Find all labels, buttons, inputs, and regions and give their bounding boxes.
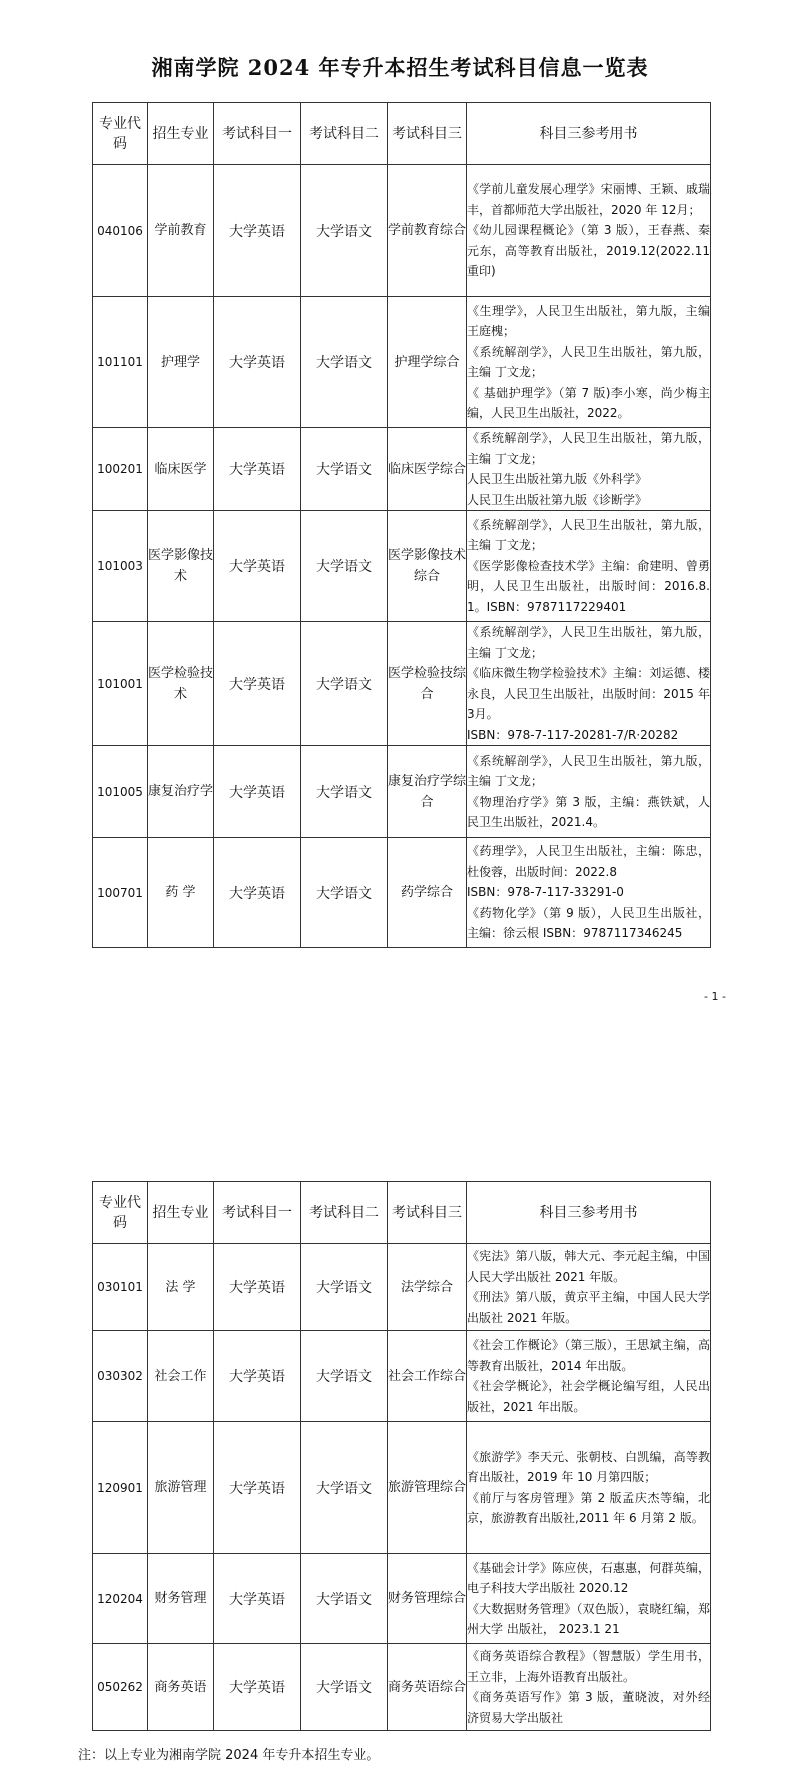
reference-book-line: ISBN：978-7-117-20281-7/R·20282 xyxy=(467,727,679,742)
cell-code: 101101 xyxy=(93,297,148,428)
reference-book-line: 人民卫生出版社第九版《外科学》 xyxy=(467,472,648,486)
header-exam3: 考试科目三 xyxy=(388,1182,467,1244)
header-exam3: 考试科目三 xyxy=(388,103,467,165)
cell-major: 社会工作 xyxy=(148,1331,214,1422)
header-books: 科目三参考用书 xyxy=(467,103,711,165)
cell-exam1: 大学英语 xyxy=(214,297,301,428)
page-title: 湘南学院 2024 年专升本招生考试科目信息一览表 xyxy=(151,55,649,80)
reference-book-line: 《生理学》，人民卫生出版社，第九版，主编 王庭槐； xyxy=(467,303,710,338)
table-row xyxy=(93,1331,711,1422)
table-row xyxy=(93,165,711,297)
reference-book-line: 《物理治疗学》第 3 版，主编：燕铁斌，人民卫生出版社，2021.4。 xyxy=(467,794,710,829)
cell-exam3: 商务英语综合 xyxy=(388,1644,467,1731)
cell-code: 101005 xyxy=(93,746,148,838)
table-row xyxy=(93,1644,711,1731)
cell-reference-books xyxy=(467,746,711,838)
reference-book-line: 《幼儿园课程概论》（第 3 版），王春燕、秦元东，高等教育出版社，2019.12(2022.11 重印) xyxy=(467,223,710,279)
cell-exam2: 大学语文 xyxy=(301,622,388,746)
reference-book-line: 《旅游学》李天元、张朝枝、白凯编，高等教育出版社，2019 年 10 月第四版； xyxy=(467,1449,710,1484)
cell-exam2: 大学语文 xyxy=(301,428,388,511)
table-row xyxy=(93,428,711,511)
reference-book-line: 《系统解剖学》，人民卫生出版社，第九版，主编 丁文龙； xyxy=(467,625,710,660)
reference-book-line: 《药物化学》（第 9 版），人民卫生出版社，主编：徐云根 ISBN：9787117346245 xyxy=(467,905,710,941)
cell-major: 护理学 xyxy=(148,297,214,428)
reference-book-line: 《系统解剖学》，人民卫生出版社，第九版，主编 丁文龙； xyxy=(467,344,710,379)
cell-reference-books xyxy=(467,1644,711,1731)
subject-table-page2 xyxy=(92,1181,711,1731)
cell-code: 100201 xyxy=(93,428,148,511)
cell-major: 医学检验技术 xyxy=(148,622,214,746)
cell-exam1: 大学英语 xyxy=(214,428,301,511)
reference-book-line: 人民卫生出版社第九版《诊断学》 xyxy=(467,492,648,507)
cell-exam3: 康复治疗学综合 xyxy=(388,746,467,838)
header-exam2: 考试科目二 xyxy=(301,103,388,165)
cell-exam3: 旅游管理综合 xyxy=(388,1422,467,1554)
header-major: 招生专业 xyxy=(148,1182,214,1244)
cell-major: 财务管理 xyxy=(148,1554,214,1644)
cell-exam1: 大学英语 xyxy=(214,1331,301,1422)
page-number: - 1 - xyxy=(704,990,726,1003)
cell-exam1: 大学英语 xyxy=(214,622,301,746)
cell-reference-books xyxy=(467,1244,711,1331)
cell-code: 120901 xyxy=(93,1422,148,1554)
reference-book-line: 《学前儿童发展心理学》宋丽博、王颖、戚瑞丰，首都师范大学出版社，2020 年 12月； xyxy=(467,182,710,217)
cell-exam3: 社会工作综合 xyxy=(388,1331,467,1422)
cell-code: 030302 xyxy=(93,1331,148,1422)
cell-major: 学前教育 xyxy=(148,165,214,297)
cell-exam2: 大学语文 xyxy=(301,746,388,838)
table-header-row xyxy=(93,103,711,165)
cell-major: 旅游管理 xyxy=(148,1422,214,1554)
table-row xyxy=(93,511,711,622)
table-header-row xyxy=(93,1182,711,1244)
reference-book-line: 《大数据财务管理》（双色版），袁晓红编，郑州大学 出版社， 2023.1 21 xyxy=(467,1601,710,1636)
cell-major: 商务英语 xyxy=(148,1644,214,1731)
cell-exam1: 大学英语 xyxy=(214,1422,301,1554)
header-exam1: 考试科目一 xyxy=(214,103,301,165)
cell-exam3: 财务管理综合 xyxy=(388,1554,467,1644)
cell-reference-books xyxy=(467,622,711,746)
cell-exam2: 大学语文 xyxy=(301,165,388,297)
table-row xyxy=(93,297,711,428)
header-books: 科目三参考用书 xyxy=(467,1182,711,1244)
cell-exam2: 大学语文 xyxy=(301,1244,388,1331)
cell-exam2: 大学语文 xyxy=(301,511,388,622)
reference-book-line: 《系统解剖学》，人民卫生出版社，第九版，主编 丁文龙； xyxy=(467,753,710,788)
cell-exam2: 大学语文 xyxy=(301,1422,388,1554)
reference-book-line: 《系统解剖学》，人民卫生出版社，第九版，主编 丁文龙； xyxy=(467,517,710,553)
table-row xyxy=(93,746,711,838)
reference-book-line: 《刑法》第八版，黄京平主编，中国人民大学出版社 2021 年版。 xyxy=(467,1290,710,1325)
table-row xyxy=(93,1422,711,1554)
reference-book-line: 《临床微生物学检验技术》主编：刘运德、楼永良，人民卫生出版社，出版时间：2015 年 3月。 xyxy=(467,666,710,721)
cell-major: 康复治疗学 xyxy=(148,746,214,838)
cell-exam3: 医学检验技综合 xyxy=(388,622,467,746)
cell-reference-books xyxy=(467,165,711,297)
reference-book-line: 《前厅与客房管理》第 2 版孟庆杰等编，北京，旅游教育出版社,2011 年 6 月第 2 版。 xyxy=(467,1490,710,1525)
cell-exam1: 大学英语 xyxy=(214,1644,301,1731)
cell-code: 100701 xyxy=(93,838,148,948)
cell-exam1: 大学英语 xyxy=(214,165,301,297)
reference-book-line: 《 基础护理学》（第 7 版)李小寒，尚少梅主编，人民卫生出版社，2022。 xyxy=(467,385,710,420)
reference-book-line: ISBN：978-7-117-33291-0 xyxy=(467,885,624,900)
cell-exam1: 大学英语 xyxy=(214,838,301,948)
cell-code: 040106 xyxy=(93,165,148,297)
table-row xyxy=(93,1244,711,1331)
cell-exam3: 学前教育综合 xyxy=(388,165,467,297)
reference-book-line: 《商务英语写作》第 3 版，董晓波，对外经济贸易大学出版社 xyxy=(467,1690,710,1725)
footnote: 注：以上专业为湘南学院 2024 年专升本招生专业。 xyxy=(78,1748,380,1763)
cell-exam3: 药学综合 xyxy=(388,838,467,948)
cell-major: 临床医学 xyxy=(148,428,214,511)
cell-reference-books xyxy=(467,511,711,622)
cell-reference-books xyxy=(467,428,711,511)
cell-code: 120204 xyxy=(93,1554,148,1644)
header-exam2: 考试科目二 xyxy=(301,1182,388,1244)
header-code: 专业代码 xyxy=(93,103,148,165)
reference-book-line: 《宪法》第八版，韩大元、李元起主编，中国人民大学出版社 2021 年版。 xyxy=(467,1249,710,1284)
cell-reference-books xyxy=(467,1331,711,1422)
subject-table-page1 xyxy=(92,102,711,948)
reference-book-line: 《医学影像检查技术学》主编：俞建明、曾勇明，人民卫生出版社，出版时间：2016.8.1。ISBN：9787117229401 xyxy=(467,558,710,614)
cell-major: 药 学 xyxy=(148,838,214,948)
cell-exam3: 护理学综合 xyxy=(388,297,467,428)
cell-exam2: 大学语文 xyxy=(301,1331,388,1422)
cell-exam1: 大学英语 xyxy=(214,746,301,838)
table-row xyxy=(93,622,711,746)
reference-book-line: 《社会工作概论》（第三版），王思斌主编，高等教育出版社，2014 年出版。 xyxy=(467,1338,710,1373)
cell-major: 法 学 xyxy=(148,1244,214,1331)
cell-reference-books xyxy=(467,1422,711,1554)
cell-exam1: 大学英语 xyxy=(214,511,301,622)
cell-code: 050262 xyxy=(93,1644,148,1731)
cell-exam2: 大学语文 xyxy=(301,838,388,948)
cell-exam2: 大学语文 xyxy=(301,1644,388,1731)
cell-code: 030101 xyxy=(93,1244,148,1331)
header-major: 招生专业 xyxy=(148,103,214,165)
header-exam1: 考试科目一 xyxy=(214,1182,301,1244)
reference-book-line: 《社会学概论》，社会学概论编写组，人民出版社，2021 年出版。 xyxy=(467,1379,710,1414)
reference-book-line: 《商务英语综合教程》（智慧版）学生用书，王立非，上海外语教育出版社。 xyxy=(467,1649,710,1684)
cell-exam2: 大学语文 xyxy=(301,297,388,428)
cell-exam3: 临床医学综合 xyxy=(388,428,467,511)
header-code: 专业代码 xyxy=(93,1182,148,1244)
reference-book-line: 《系统解剖学》，人民卫生出版社，第九版，主编 丁文龙； xyxy=(467,431,710,466)
table-row xyxy=(93,1554,711,1644)
cell-code: 101003 xyxy=(93,511,148,622)
cell-exam3: 法学综合 xyxy=(388,1244,467,1331)
cell-exam1: 大学英语 xyxy=(214,1554,301,1644)
table-row xyxy=(93,838,711,948)
cell-exam2: 大学语文 xyxy=(301,1554,388,1644)
cell-code: 101001 xyxy=(93,622,148,746)
cell-exam1: 大学英语 xyxy=(214,1244,301,1331)
cell-reference-books xyxy=(467,1554,711,1644)
cell-reference-books xyxy=(467,838,711,948)
reference-book-line: 《药理学》，人民卫生出版社，主编：陈忠，杜俊蓉，出版时间：2022.8 xyxy=(467,844,710,879)
reference-book-line: 《基础会计学》陈应侠，石惠惠，何群英编，电子科技大学出版社 2020.12 xyxy=(467,1560,710,1595)
cell-exam3: 医学影像技术综合 xyxy=(388,511,467,622)
cell-reference-books xyxy=(467,297,711,428)
cell-major: 医学影像技术 xyxy=(148,511,214,622)
